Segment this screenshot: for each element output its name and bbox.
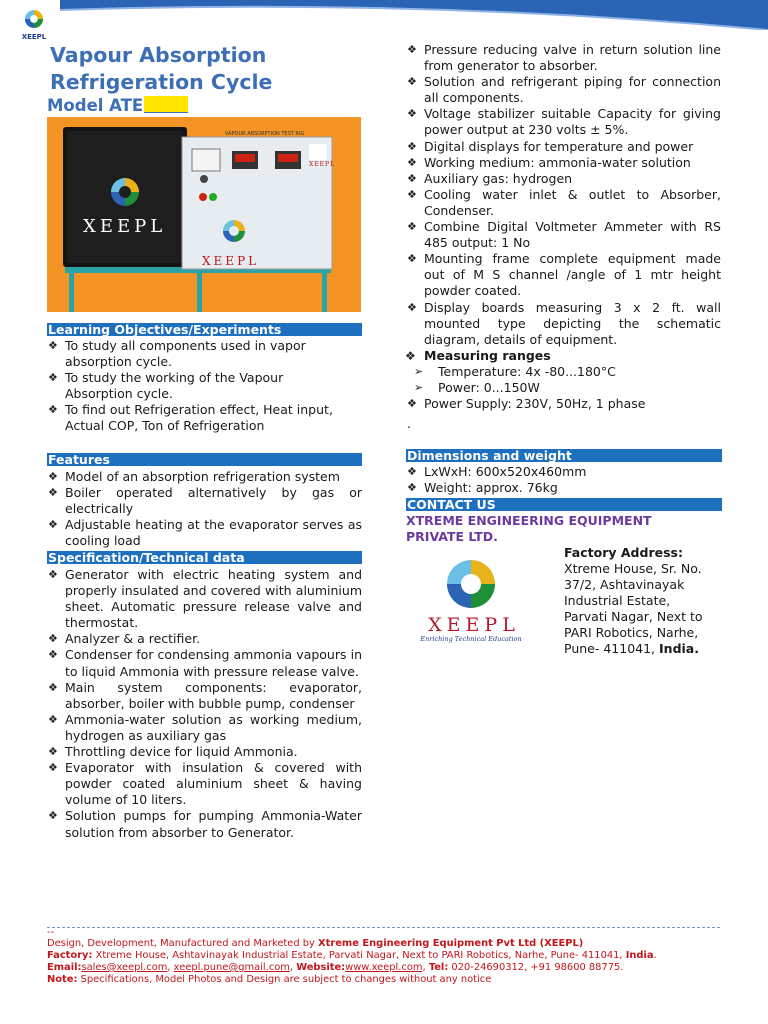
model-text: Model ATE <box>47 96 144 115</box>
list-item: ❖ Voltage stabilizer suitable Capacity for giving power output at 230 volts ± 5%. <box>406 106 721 138</box>
list-item: ❖ LxWxH: 600x520x460mm <box>406 464 721 480</box>
model-number-blank <box>144 96 188 113</box>
footer-factory-country: India <box>625 950 654 961</box>
address-city: Pune- 411041, <box>564 641 660 656</box>
list-item: ❖ Boiler operated alternatively by gas or electrically <box>47 485 362 517</box>
footer-dash: -- <box>47 927 55 938</box>
photo-panel-label: VAPOUR ABSORPTION TEST RIG <box>225 131 305 137</box>
list-item: ❖ Condenser for condensing ammonia vapours in to liquid Ammonia with pressure release valve. <box>47 647 362 679</box>
footer-line1 <box>47 938 727 950</box>
title-line1: Vapour Absorption <box>50 43 267 67</box>
header-swoosh <box>0 0 768 30</box>
footer-factory-label: Factory: <box>47 950 93 961</box>
measuring-ranges-heading: ❖ Measuring ranges <box>406 348 721 364</box>
photo-panel-corner-logo-text: XEEPL <box>309 161 336 168</box>
footer-website-label: Website: <box>296 962 346 973</box>
section-contact-heading: CONTACT US <box>406 498 722 511</box>
brand-logo-text: XEEPL <box>21 33 47 41</box>
footer-contact: Email:sales@xeepl.com, xeepl.pune@gmail.com, Website:www.xeepl.com, Tel: 020-24690312, +91 98600 88775. <box>47 962 624 973</box>
footer-company: Xtreme Engineering Equipment Pvt Ltd (XEEPL) <box>318 938 584 949</box>
company-name <box>406 513 652 545</box>
company-tagline: Enriching Technical Education <box>420 635 522 643</box>
section-dimensions-heading: Dimensions and weight <box>406 449 722 462</box>
address-line: PARI Robotics, Narhe, <box>564 625 699 640</box>
list-item: ❖ Power Supply: 230V, 50Hz, 1 phase <box>406 396 721 412</box>
features-list <box>47 469 362 549</box>
company-logo <box>412 556 530 652</box>
list-item: ❖ Analyzer & a rectifier. <box>47 631 362 647</box>
spec-list-right <box>406 42 721 412</box>
footer-tel-label: Tel: <box>428 962 449 973</box>
factory-address <box>564 545 724 657</box>
footer-factory: Factory: Xtreme House, Ashtavinayak Industrial Estate, Parvati Nagar, Next to PARI Robotics, Narhe, Pune- 411041, India. <box>47 950 657 961</box>
list-item: ❖ Auxiliary gas: hydrogen <box>406 171 721 187</box>
section-features-heading: Features <box>47 453 362 466</box>
brand-logo <box>14 8 54 42</box>
footer-tel: 020-24690312, +91 98600 88775. <box>448 962 624 973</box>
photo-fridge-logo-text: XEEPL <box>83 216 167 237</box>
product-photo <box>47 117 361 312</box>
range-item: ➢ Temperature: 4x -80...180°C <box>406 364 721 380</box>
footer-note <box>47 974 727 986</box>
list-item: ❖ Solution and refrigerant piping for connection all components. <box>406 74 721 106</box>
list-item: ❖ Display boards measuring 3 x 2 ft. wall mounted type depicting the schematic diagram, details of equipment. <box>406 300 721 348</box>
list-item: ❖ To study the working of the Vapour Absorption cycle. <box>47 370 346 402</box>
list-item: ❖ Ammonia-water solution as working medium, hydrogen as auxiliary gas <box>47 712 362 744</box>
footer-note-label: Note: <box>47 974 78 985</box>
company-logo-text: XEEPL <box>428 614 520 636</box>
footer-note-text: Specifications, Model Photos and Design are subject to changes without any notice <box>77 974 492 985</box>
address-line: Industrial Estate, <box>564 593 671 608</box>
learning-list <box>47 338 346 435</box>
list-item: ❖ Mounting frame complete equipment made out of M S channel /angle of 1 mtr height powder coated. <box>406 251 721 299</box>
company-line2: PRIVATE LTD. <box>406 529 498 544</box>
footer-email-label: Email: <box>47 962 82 973</box>
page-title <box>50 42 272 96</box>
range-item: ➢ Power: 0...150W <box>406 380 721 396</box>
factory-address-heading: Factory Address: <box>564 545 683 560</box>
list-item: ❖ Cooling water inlet & outlet to Absorber, Condenser. <box>406 187 721 219</box>
list-item: ❖ Evaporator with insulation & covered with powder coated aluminium sheet & having volume of 10 liters. <box>47 760 362 808</box>
photo-panel-logo-text: XEEPL <box>202 254 260 268</box>
title-line2: Refrigeration Cycle <box>50 70 273 94</box>
footer-line1-text: Design, Development, Manufactured and Marketed by <box>47 938 319 949</box>
list-item: ❖ Generator with electric heating system and properly insulated and covered with aluminium sheet. Automatic pressure release valve and thermostat. <box>47 567 362 631</box>
list-item: ❖ Pressure reducing valve in return solution line from generator to absorber. <box>406 42 721 74</box>
company-line1: XTREME ENGINEERING EQUIPMENT <box>406 513 652 528</box>
section-learning-heading: Learning Objectives/Experiments <box>47 323 362 336</box>
list-item: ❖ Model of an absorption refrigeration system <box>47 469 362 485</box>
list-item: ❖ Throttling device for liquid Ammonia. <box>47 744 362 760</box>
list-item: ❖ To find out Refrigeration effect, Heat input, Actual COP, Ton of Refrigeration <box>47 402 346 434</box>
list-item: ❖ Solution pumps for pumping Ammonia-Water solution from absorber to Generator. <box>47 808 362 840</box>
address-line: 37/2, Ashtavinayak <box>564 577 685 592</box>
address-line: Parvati Nagar, Next to <box>564 609 703 624</box>
list-item: ❖ Adjustable heating at the evaporator serves as cooling load <box>47 517 362 549</box>
model-label <box>47 96 188 115</box>
address-line: Xtreme House, Sr. No. <box>564 561 702 576</box>
list-item: ❖ Working medium: ammonia-water solution <box>406 155 721 171</box>
list-item: ❖ To study all components used in vapor absorption cycle. <box>47 338 346 370</box>
footer-email-link[interactable]: sales@xeepl.com <box>81 962 168 973</box>
footer-email2-link[interactable]: xeepl.pune@gmail.com <box>173 962 290 973</box>
spec-list-left <box>47 567 362 841</box>
footer <box>47 928 727 986</box>
stray-dot: . <box>407 416 411 431</box>
address-line-last <box>564 641 724 657</box>
list-item: ❖ Weight: approx. 76kg <box>406 480 721 496</box>
dimensions-list <box>406 464 721 496</box>
list-item: ❖ Digital displays for temperature and power <box>406 139 721 155</box>
footer-website-link[interactable]: www.xeepl.com <box>345 962 423 973</box>
list-item: ❖ Combine Digital Voltmeter Ammeter with RS 485 output: 1 No <box>406 219 721 251</box>
section-spec-heading: Specification/Technical data <box>47 551 362 564</box>
address-country: India. <box>659 641 699 656</box>
list-item: ❖ Main system components: evaporator, absorber, boiler with bubble pump, condenser <box>47 680 362 712</box>
footer-factory-text: Xtreme House, Ashtavinayak Industrial Estate, Parvati Nagar, Next to PARI Robotics, Narhe, Pune- 411041, <box>92 950 626 961</box>
